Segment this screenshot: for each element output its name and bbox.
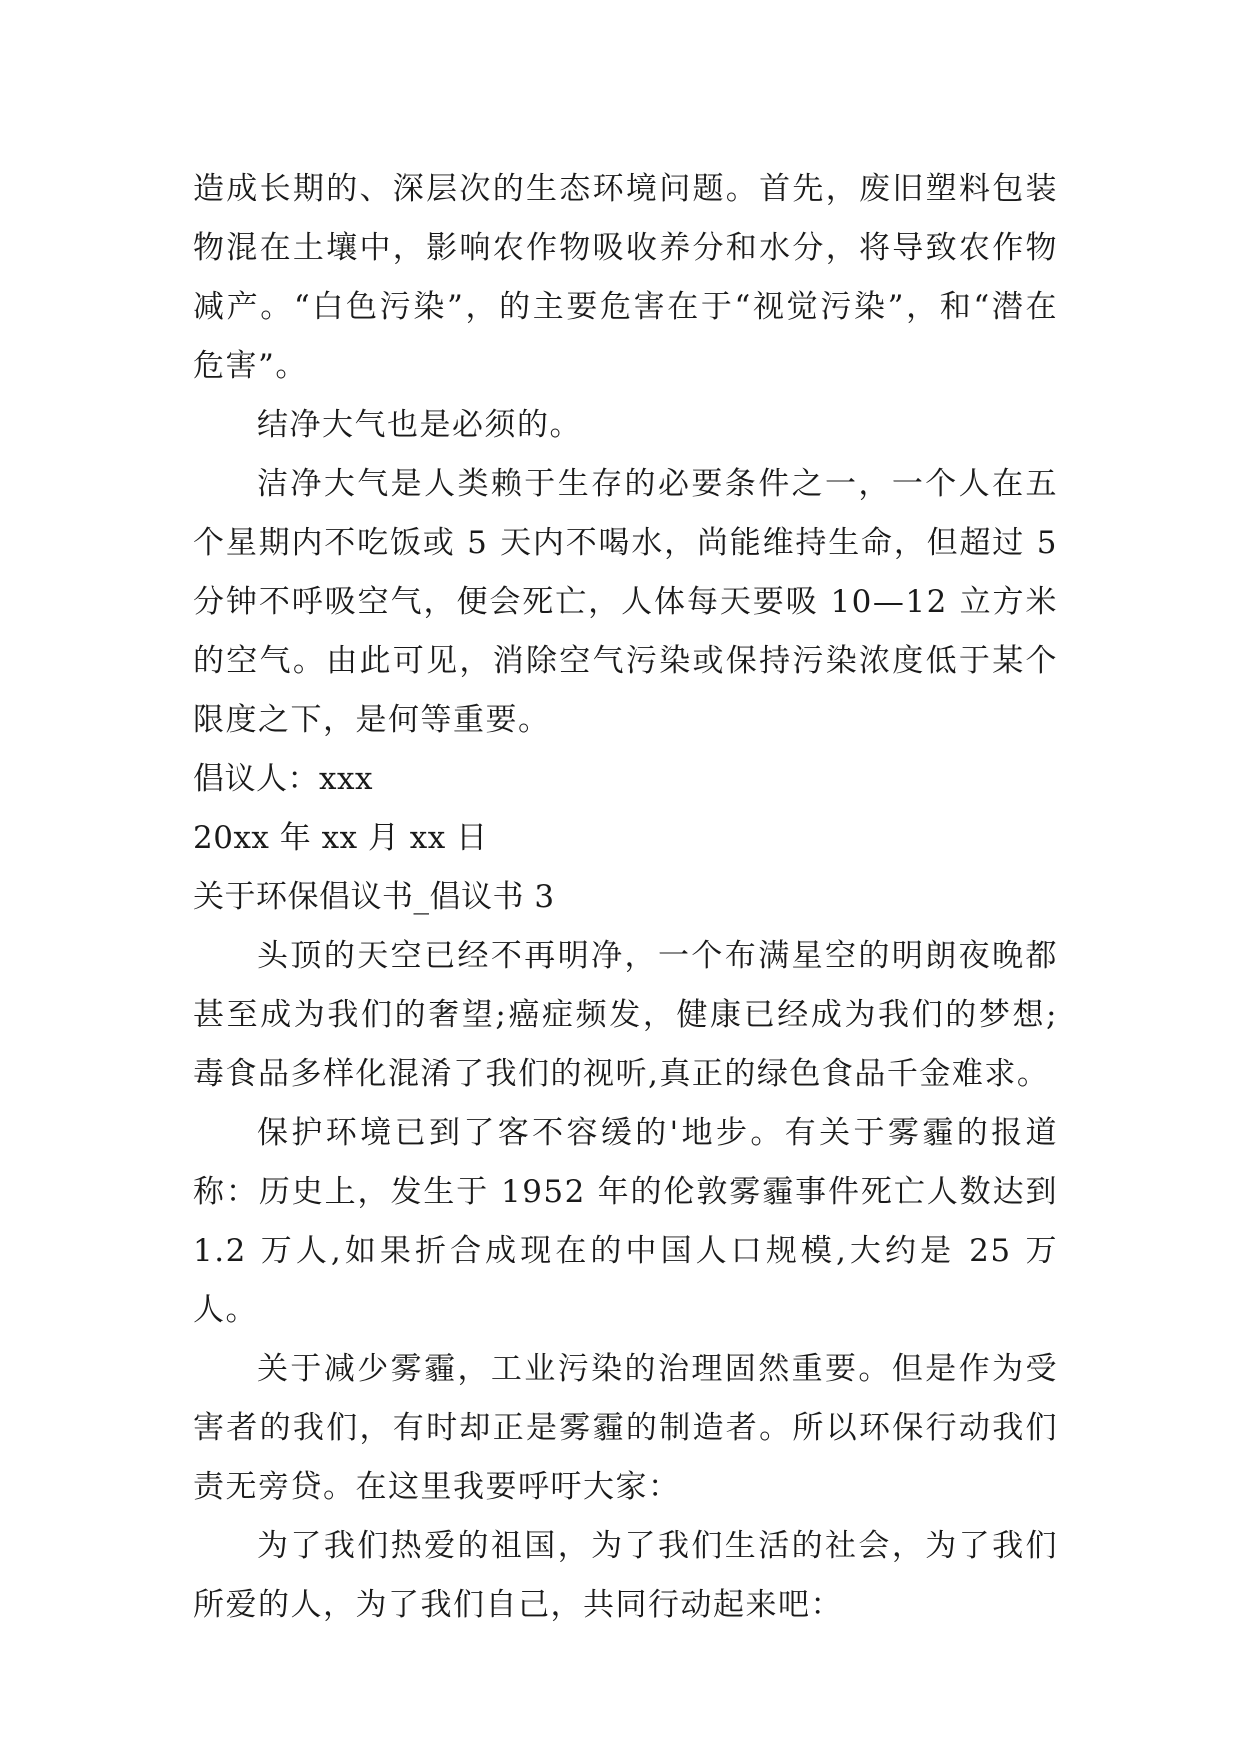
paragraph-smog-report: 保护环境已到了客不容缓的'地步。有关于雾霾的报道称：历史上，发生于 1952 年的伦敦雾霾事件死亡人数达到 1.2 万人,如果折合成现在的中国人口规模,大约是 25 万人。 — [193, 1115, 1058, 1328]
section-title: 关于环保倡议书_倡议书 3 — [193, 879, 555, 915]
date-line: 20xx 年 xx 月 xx 日 — [193, 820, 488, 856]
paragraph-call-to-action: 为了我们热爱的祖国，为了我们生活的社会，为了我们所爱的人，为了我们自己，共同行动起来吧： — [193, 1528, 1058, 1623]
paragraph-clean-air-heading: 结净大气也是必须的。 — [257, 407, 582, 443]
document-page — [193, 160, 1058, 1635]
paragraph-sky: 头顶的天空已经不再明净，一个布满星空的明朗夜晚都甚至成为我们的奢望;癌症频发，健康已经成为我们的梦想;毒食品多样化混淆了我们的视听,真正的绿色食品千金难求。 — [193, 938, 1058, 1092]
paragraph-clean-air: 洁净大气是人类赖于生存的必要条件之一，一个人在五个星期内不吃饭或 5 天内不喝水，尚能维持生命，但超过 5 分钟不呼吸空气，便会死亡，人体每天要吸 10—12 立方米的空气。由此可见，消除空气污染或保持污染浓度低于某个限度之下，是何等重要。 — [193, 466, 1058, 738]
paragraph-reduce-smog: 关于减少雾霾，工业污染的治理固然重要。但是作为受害者的我们，有时却正是雾霾的制造者。所以环保行动我们责无旁贷。在这里我要呼吁大家： — [193, 1351, 1058, 1505]
paragraph-white-pollution: 造成长期的、深层次的生态环境问题。首先，废旧塑料包装物混在土壤中，影响农作物吸收养分和水分，将导致农作物减产。“白色污染”，的主要危害在于“视觉污染”，和“潜在危害”。 — [193, 171, 1058, 384]
signer-line: 倡议人：xxx — [193, 761, 373, 797]
